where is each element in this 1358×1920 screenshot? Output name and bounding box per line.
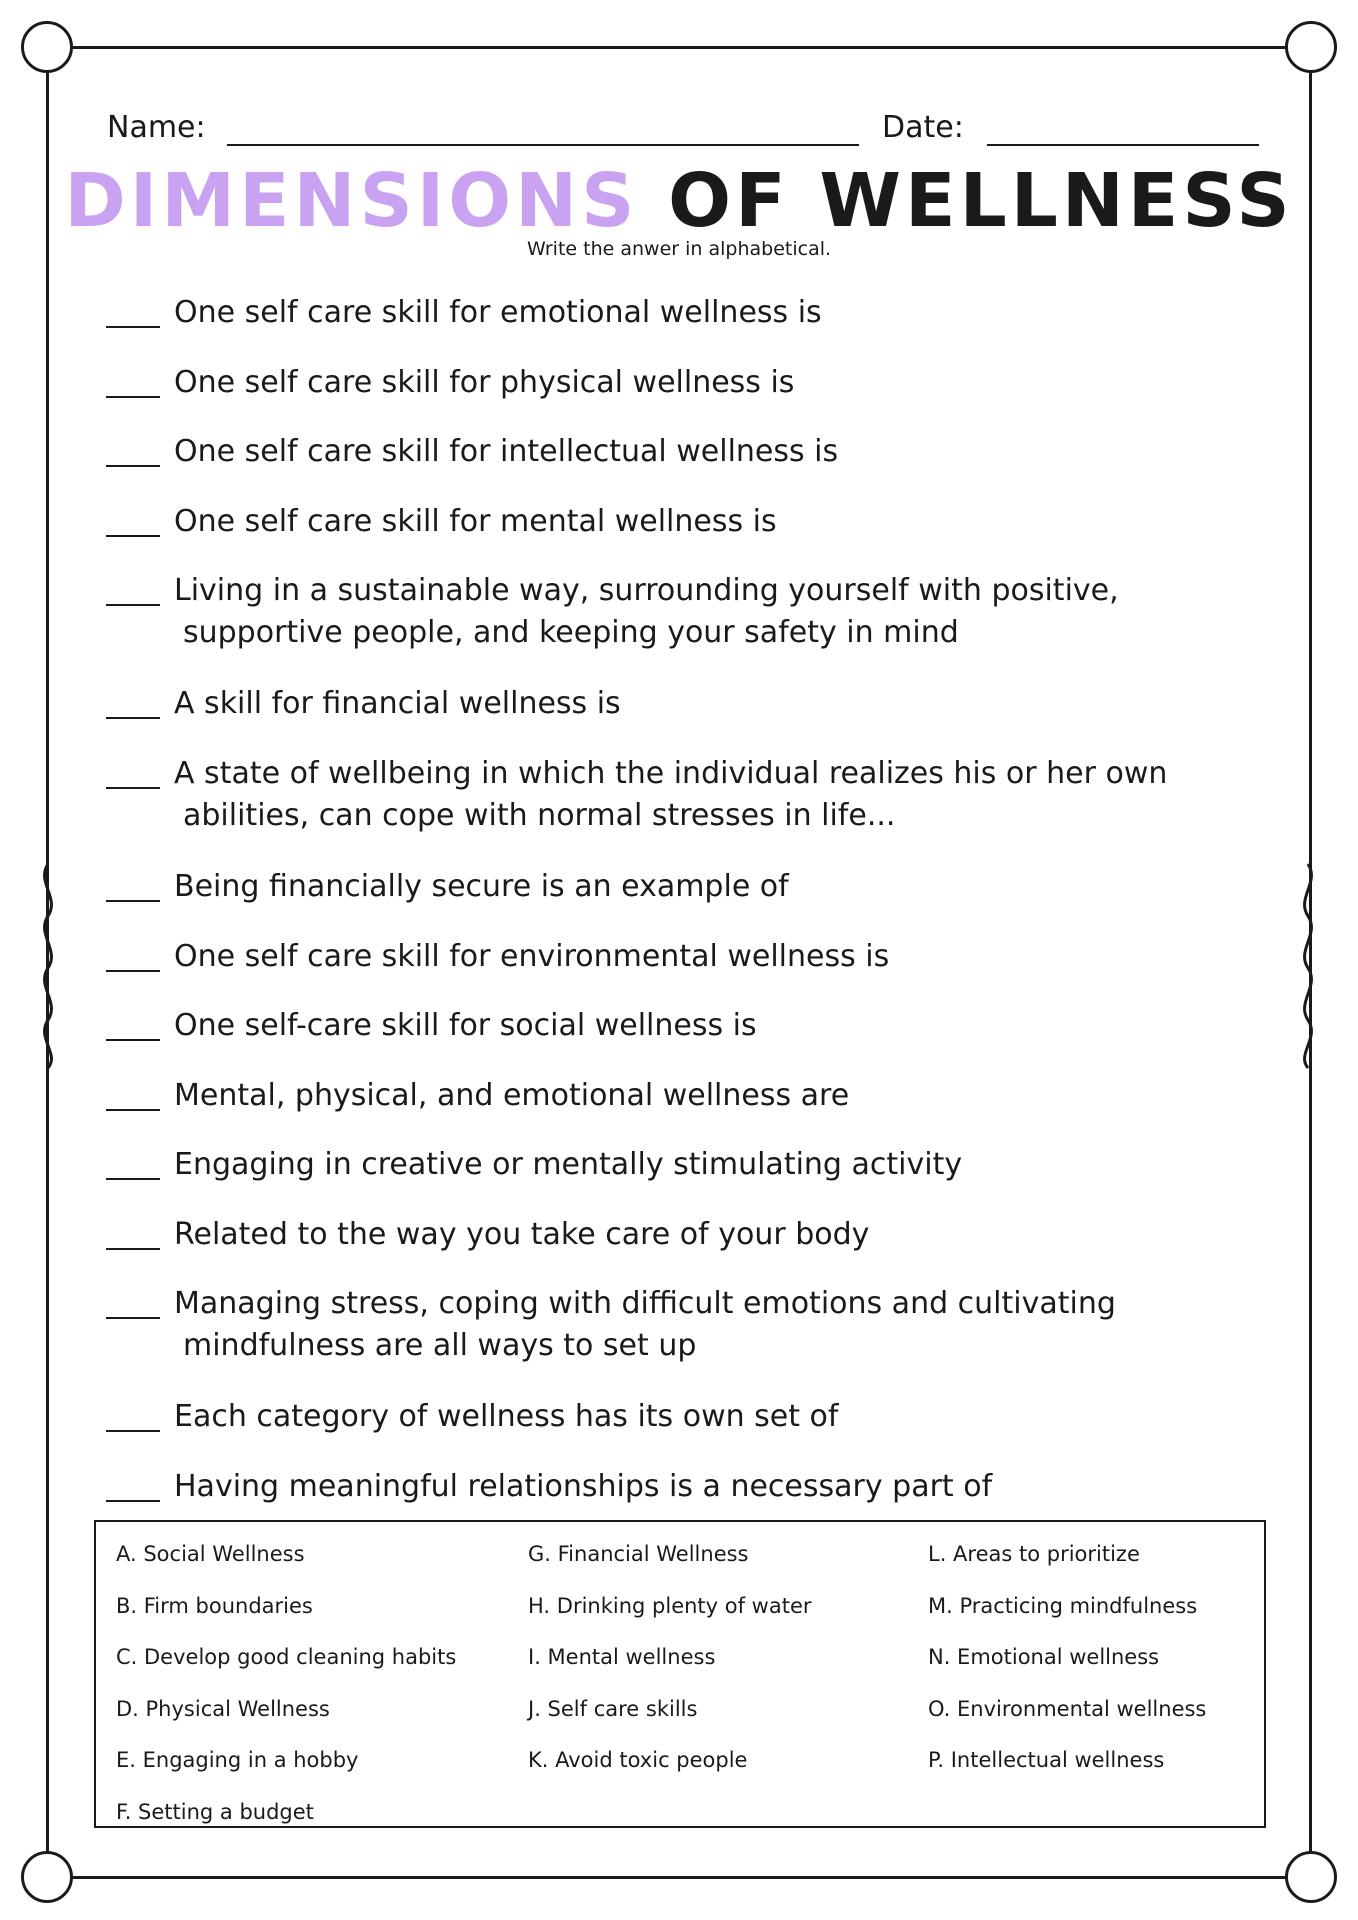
answer-option: A. Social Wellness (116, 1542, 305, 1566)
answer-blank[interactable] (106, 1248, 160, 1250)
question-item (106, 683, 621, 725)
corner-circle-top-right (1285, 21, 1337, 73)
question-text: Engaging in creative or mentally stimulating activity (174, 1147, 963, 1182)
date-label: Date: (882, 110, 964, 145)
question-text: A skill for financial wellness is (174, 686, 621, 721)
squiggle-right-ornament (1294, 862, 1324, 1070)
corner-circle-bottom-right (1285, 1851, 1337, 1903)
question-item (106, 1144, 962, 1186)
question-text-continued: abilities, can cope with normal stresses in life... (183, 798, 896, 833)
answer-option: J. Self care skills (528, 1697, 698, 1721)
question-item (106, 570, 1119, 654)
answer-option: D. Physical Wellness (116, 1697, 330, 1721)
question-text: Having meaningful relationships is a necessary part of (174, 1469, 993, 1504)
answer-option: B. Firm boundaries (116, 1594, 313, 1618)
question-text: Related to the way you take care of your body (174, 1217, 870, 1252)
question-text: Managing stress, coping with difficult emotions and cultivating (174, 1286, 1116, 1321)
answer-blank[interactable] (106, 1109, 160, 1111)
answer-option: F. Setting a budget (116, 1800, 314, 1824)
page-title (0, 158, 1358, 244)
answer-blank[interactable] (106, 535, 160, 537)
title-dimensions: DIMENSIONS (64, 158, 639, 244)
title-of-wellness: OF WELLNESS (668, 158, 1294, 244)
question-item (106, 753, 1167, 837)
answer-option: H. Drinking plenty of water (528, 1594, 812, 1618)
name-field[interactable] (227, 144, 859, 146)
date-field[interactable] (987, 144, 1259, 146)
answer-option: G. Financial Wellness (528, 1542, 749, 1566)
answer-option: K. Avoid toxic people (528, 1748, 748, 1772)
answer-blank[interactable] (106, 1317, 160, 1319)
question-item (106, 1075, 849, 1117)
answer-option: L. Areas to prioritize (928, 1542, 1140, 1566)
question-text: Mental, physical, and emotional wellness are (174, 1078, 850, 1113)
question-item (106, 866, 789, 908)
answer-blank[interactable] (106, 1178, 160, 1180)
answer-blank[interactable] (106, 326, 160, 328)
question-item (106, 501, 777, 543)
question-text: Being financially secure is an example of (174, 869, 789, 904)
answer-blank[interactable] (106, 900, 160, 902)
question-text: One self care skill for physical wellness is (174, 365, 795, 400)
name-date-row (107, 106, 1258, 146)
question-text: Each category of wellness has its own set of (174, 1399, 839, 1434)
question-item (106, 1466, 992, 1508)
instructions: Write the anwer in alphabetical. (526, 238, 832, 260)
question-text: One self care skill for intellectual wellness is (174, 434, 839, 469)
question-text: Living in a sustainable way, surrounding yourself with positive, (174, 573, 1119, 608)
question-text: One self care skill for environmental wellness is (174, 939, 890, 974)
question-text-continued: mindfulness are all ways to set up (183, 1328, 697, 1363)
answer-blank[interactable] (106, 787, 160, 789)
frame-top-border (47, 46, 1311, 49)
question-item (106, 362, 794, 404)
question-item (106, 1283, 1116, 1367)
question-item (106, 936, 889, 978)
answer-blank[interactable] (106, 1430, 160, 1432)
answer-blank[interactable] (106, 396, 160, 398)
question-text: One self care skill for mental wellness is (174, 504, 777, 539)
answer-option: E. Engaging in a hobby (116, 1748, 359, 1772)
corner-circle-top-left (21, 21, 73, 73)
answer-blank[interactable] (106, 465, 160, 467)
squiggle-left-ornament (34, 862, 64, 1070)
question-text: One self-care skill for social wellness is (174, 1008, 757, 1043)
answer-blank[interactable] (106, 604, 160, 606)
answer-option: N. Emotional wellness (928, 1645, 1160, 1669)
answer-option: P. Intellectual wellness (928, 1748, 1165, 1772)
answer-option: I. Mental wellness (528, 1645, 716, 1669)
question-item (106, 292, 822, 334)
question-item (106, 1214, 869, 1256)
answer-blank[interactable] (106, 1500, 160, 1502)
question-text-continued: supportive people, and keeping your safety in mind (183, 615, 959, 650)
answer-blank[interactable] (106, 1039, 160, 1041)
answer-blank[interactable] (106, 717, 160, 719)
question-item (106, 1396, 838, 1438)
answer-option: O. Environmental wellness (928, 1697, 1207, 1721)
answer-option: C. Develop good cleaning habits (116, 1645, 457, 1669)
frame-bottom-border (47, 1876, 1311, 1879)
answer-bank (94, 1520, 1266, 1828)
question-item (106, 1005, 757, 1047)
corner-circle-bottom-left (21, 1851, 73, 1903)
question-item (106, 431, 838, 473)
answer-blank[interactable] (106, 970, 160, 972)
question-text: A state of wellbeing in which the individual realizes his or her own (174, 756, 1168, 791)
name-label: Name: (107, 110, 206, 145)
question-text: One self care skill for emotional wellness is (174, 295, 822, 330)
answer-option: M. Practicing mindfulness (928, 1594, 1198, 1618)
